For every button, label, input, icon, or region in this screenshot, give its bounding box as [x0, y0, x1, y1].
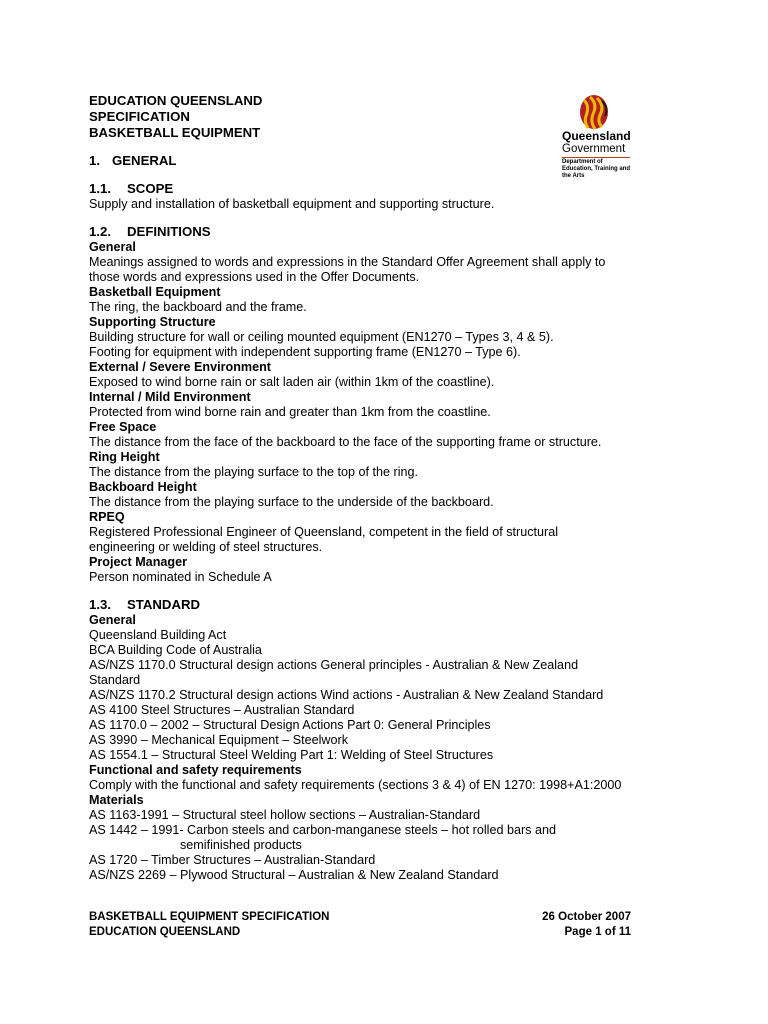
footer-doc-title: BASKETBALL EQUIPMENT SPECIFICATION	[89, 911, 330, 923]
doc-title-line2: SPECIFICATION	[89, 109, 190, 124]
subsection-title: DEFINITIONS	[127, 224, 211, 239]
subsection-number: 1.2.	[89, 224, 111, 239]
standard-line: Comply with the functional and safety requirements (sections 3 & 4) of EN 1270: 1998+A1:2000	[89, 778, 622, 792]
definition-term: Basketball Equipment	[89, 285, 221, 299]
definition-text: engineering or welding of steel structures.	[89, 540, 323, 554]
footer-page-number: Page 1 of 11	[564, 926, 631, 938]
definition-term: External / Severe Environment	[89, 360, 271, 374]
standard-term-materials: Materials	[89, 793, 144, 807]
subsection-title: SCOPE	[127, 181, 174, 196]
definition-term: Internal / Mild Environment	[89, 390, 251, 404]
definition-term: General	[89, 240, 136, 254]
logo-name: Queensland	[562, 129, 631, 143]
definition-text: Exposed to wind borne rain or salt laden air (within 1km of the coastline).	[89, 375, 495, 389]
page-footer	[89, 910, 631, 940]
standard-term-general: General	[89, 613, 136, 627]
definition-term: Free Space	[89, 420, 157, 434]
definition-text: Footing for equipment with independent supporting frame (EN1270 – Type 6).	[89, 345, 521, 359]
definition-term: RPEQ	[89, 510, 125, 524]
standard-line: Queensland Building Act	[89, 628, 227, 642]
material-line: AS 1720 – Timber Structures – Australian-Standard	[89, 853, 376, 867]
footer-date: 26 October 2007	[542, 911, 631, 923]
standard-line: BCA Building Code of Australia	[89, 643, 262, 657]
subsection-title: STANDARD	[127, 597, 201, 612]
standard-line: AS 3990 – Mechanical Equipment – Steelwork	[89, 733, 349, 747]
definition-text: The distance from the face of the backboard to the face of the supporting frame or structure.	[89, 435, 602, 449]
standard-line: Standard	[89, 673, 141, 687]
scope-text: Supply and installation of basketball equipment and supporting structure.	[89, 197, 495, 211]
definition-text: those words and expressions used in the Offer Documents.	[89, 270, 420, 284]
standard-term-functional: Functional and safety requirements	[89, 763, 302, 777]
footer-organisation: EDUCATION QUEENSLAND	[89, 926, 241, 938]
logo-government: Government	[562, 143, 626, 155]
subsection-heading-definitions	[89, 224, 689, 240]
section-number: 1.	[89, 153, 100, 168]
definition-term: Supporting Structure	[89, 315, 216, 329]
subsection-heading-scope	[89, 181, 689, 197]
definition-text: Registered Professional Engineer of Queensland, competent in the field of structural	[89, 525, 559, 539]
definition-text: The distance from the playing surface to the underside of the backboard.	[89, 495, 494, 509]
material-line: AS/NZS 2269 – Plywood Structural – Australian & New Zealand Standard	[89, 868, 499, 882]
standard-line: AS 1170.0 – 2002 – Structural Design Actions Part 0: General Principles	[89, 718, 491, 732]
material-line-continued: semifinished products	[180, 838, 302, 852]
material-line: AS 1163-1991 – Structural steel hollow sections – Australian-Standard	[89, 808, 481, 822]
material-line: AS 1442 – 1991- Carbon steels and carbon-manganese steels – hot rolled bars and	[89, 823, 556, 837]
standard-line: AS/NZS 1170.2 Structural design actions Wind actions - Australian & New Zealand Standard	[89, 688, 604, 702]
definition-term: Backboard Height	[89, 480, 197, 494]
doc-title-line1: EDUCATION QUEENSLAND	[89, 93, 263, 108]
document-body	[89, 93, 689, 883]
doc-title-line3: BASKETBALL EQUIPMENT	[89, 125, 261, 140]
definition-text: Person nominated in Schedule A	[89, 570, 272, 584]
subsection-number: 1.1.	[89, 181, 111, 196]
definition-text: The ring, the backboard and the frame.	[89, 300, 307, 314]
definition-term: Ring Height	[89, 450, 160, 464]
standard-line: AS 4100 Steel Structures – Australian Standard	[89, 703, 355, 717]
section-heading-general	[89, 153, 689, 169]
definition-text: The distance from the playing surface to the top of the ring.	[89, 465, 419, 479]
section-title: GENERAL	[112, 153, 177, 168]
subsection-number: 1.3.	[89, 597, 111, 612]
standard-line: AS/NZS 1170.0 Structural design actions General principles - Australian & New Zealand	[89, 658, 579, 672]
logo-department: Department of Education, Training and the Arts	[562, 159, 631, 179]
definition-text: Protected from wind borne rain and greater than 1km from the coastline.	[89, 405, 491, 419]
definition-text: Meanings assigned to words and expressions in the Standard Offer Agreement shall apply to	[89, 255, 606, 269]
subsection-heading-standard	[89, 597, 689, 613]
standard-line: AS 1554.1 – Structural Steel Welding Part 1: Welding of Steel Structures	[89, 748, 494, 762]
definition-text: Building structure for wall or ceiling mounted equipment (EN1270 – Types 3, 4 & 5).	[89, 330, 554, 344]
definition-term: Project Manager	[89, 555, 187, 569]
